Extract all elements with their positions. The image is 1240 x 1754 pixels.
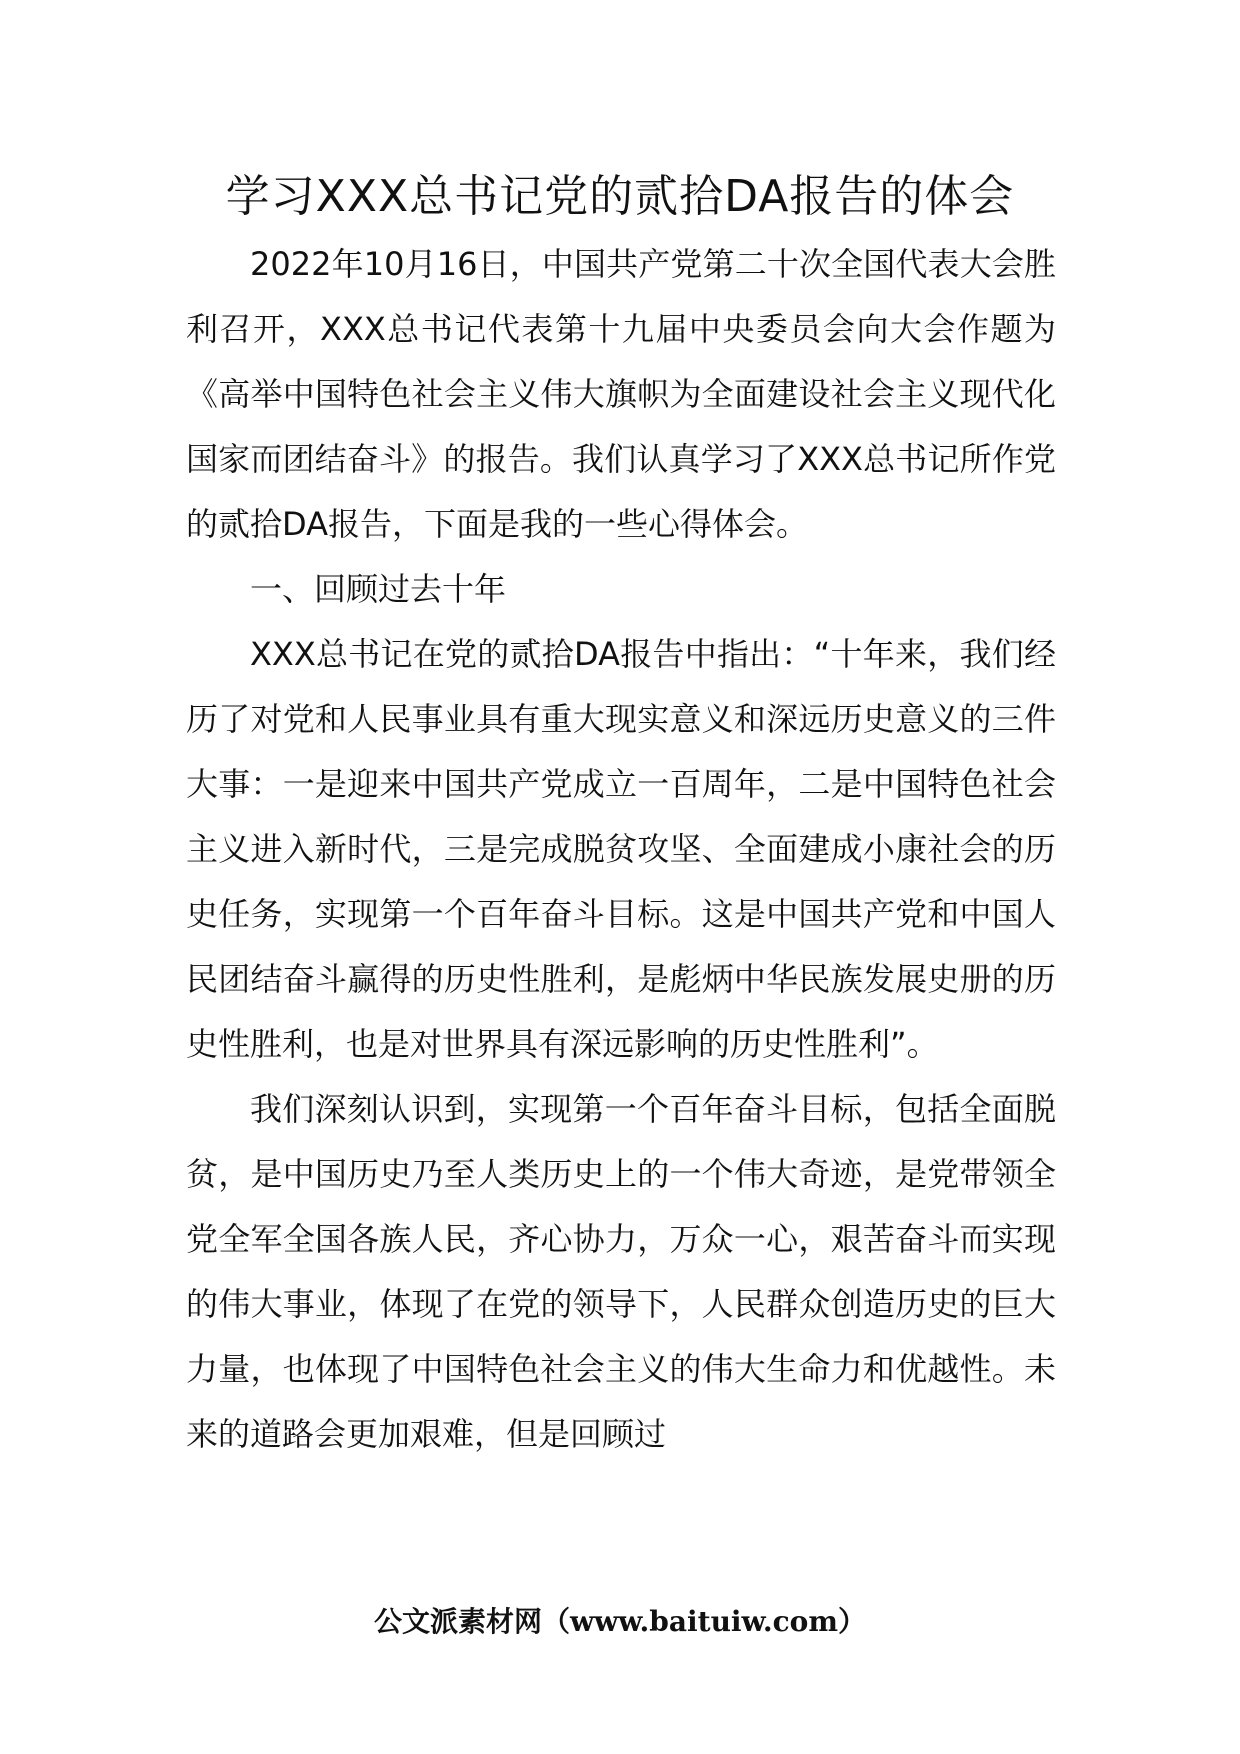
- watermark-footer: 公文派素材网（www.baituiw.com）: [374, 1605, 866, 1638]
- paragraph-reflection: 我们深刻认识到，实现第一个百年奋斗目标，包括全面脱贫，是中国历史乃至人类历史上的一个伟大奇迹，是党带领全党全军全国各族人民，齐心协力，万众一心，艰苦奋斗而实现的伟大事业，体现了在党的领导下，人民群众创造历史的巨大力量，也体现了中国特色社会主义的伟大生命力和优越性。未来的道路会更加艰难，但是回顾过: [186, 1090, 1056, 1453]
- document-body: [186, 232, 1056, 1467]
- paragraph-quote: XXX总书记在党的贰拾DA报告中指出：“十年来，我们经历了对党和人民事业具有重大现实意义和深远历史意义的三件大事：一是迎来中国共产党成立一百周年，二是中国特色社会主义进入新时代，三是完成脱贫攻坚、全面建成小康社会的历史任务，实现第一个百年奋斗目标。这是中国共产党和中国人民团结奋斗赢得的历史性胜利，是彪炳中华民族发展史册的历史性胜利，也是对世界具有深远影响的历史性胜利”。: [186, 635, 1056, 1063]
- paragraph-intro: 2022年10月16日，中国共产党第二十次全国代表大会胜利召开，XXX总书记代表第十九届中央委员会向大会作题为《高举中国特色社会主义伟大旗帜为全面建设社会主义现代化国家而团结奋斗》的报告。我们认真学习了XXX总书记所作党的贰拾DA报告，下面是我的一些心得体会。: [186, 245, 1056, 543]
- section-heading-1: 一、回顾过去十年: [250, 570, 507, 608]
- document-title: 学习XXX总书记党的贰拾DA报告的体会: [225, 171, 1015, 222]
